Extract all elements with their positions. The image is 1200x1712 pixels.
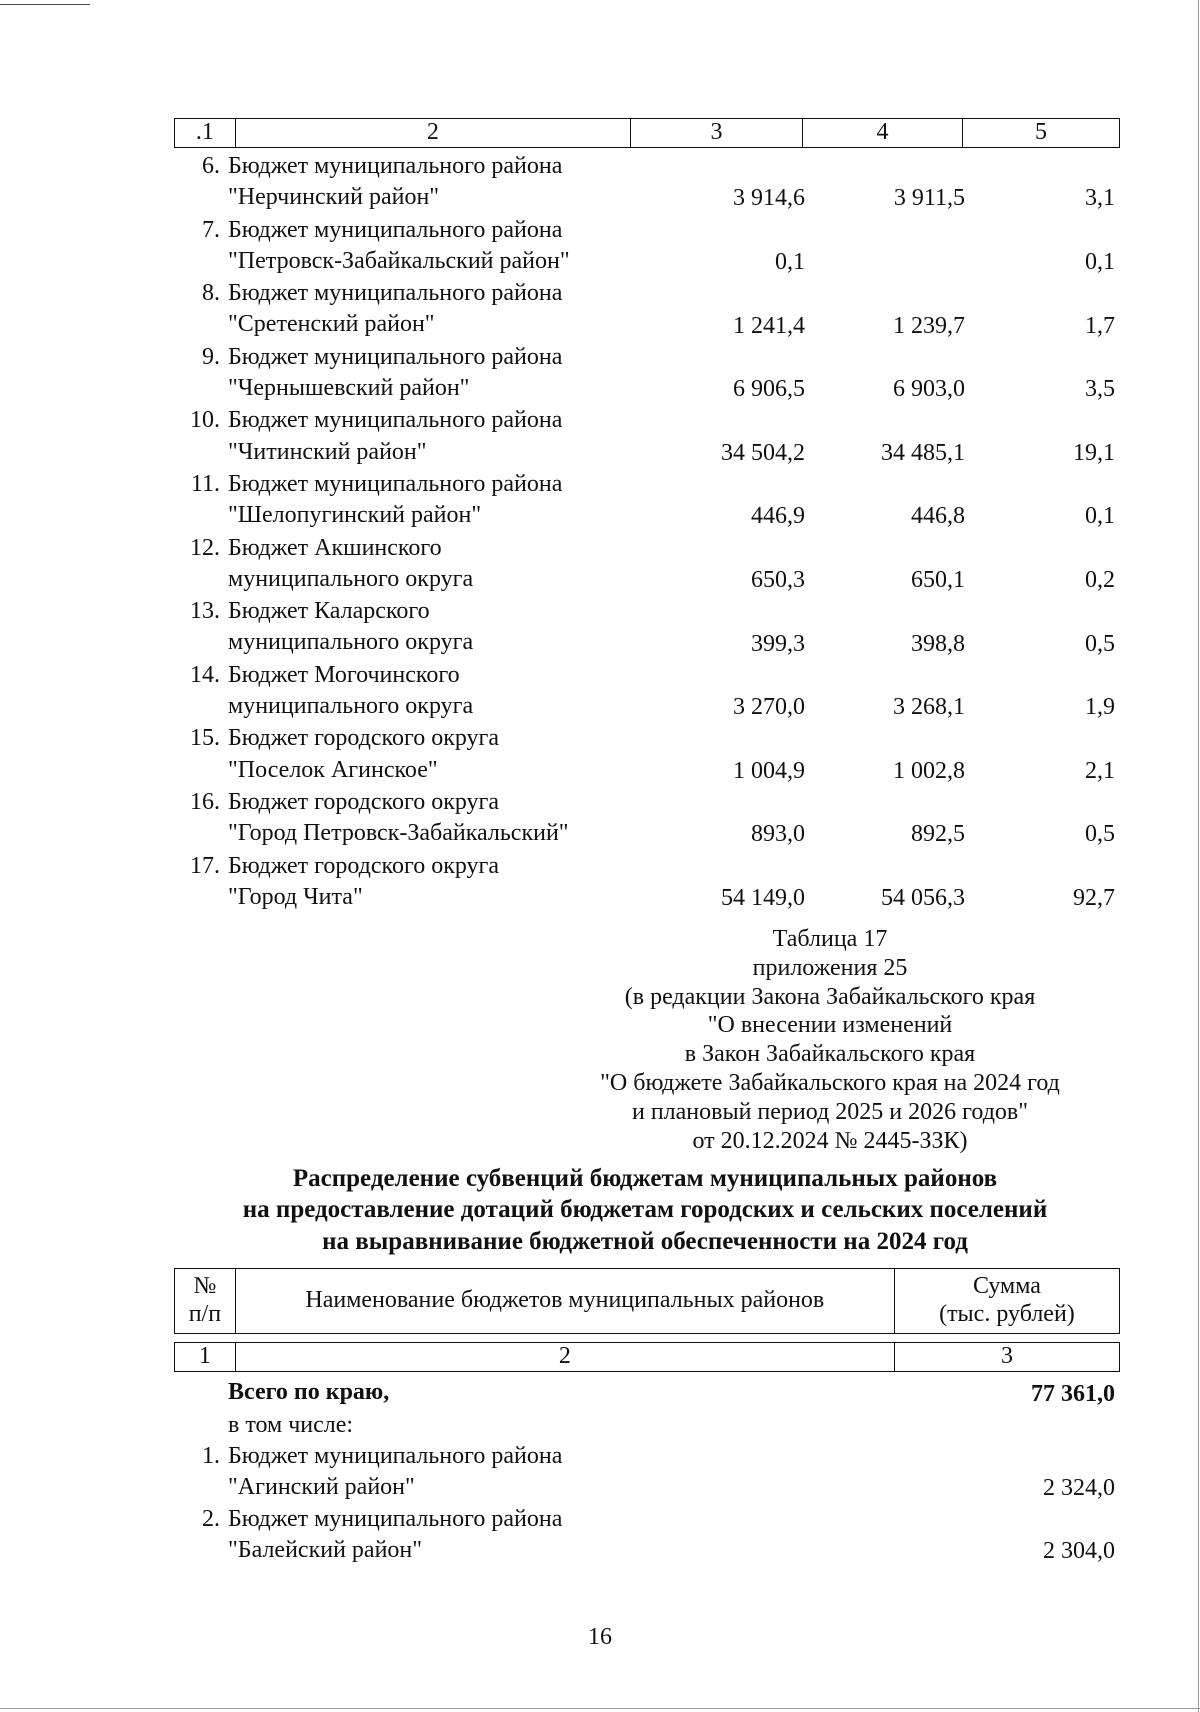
table-row [174,660,1120,724]
table1-body [174,151,1120,914]
table2-colnum-2: 2 [235,1343,894,1372]
value-col3: 399,3 [751,630,805,657]
budget-name: Бюджет муниципального района "Петровск-Забайкальский район" [228,216,570,274]
table2-column-numbers [174,1342,1120,1372]
value-col4: 446,8 [911,503,965,530]
value-col5: 0,1 [1085,249,1115,275]
value-col4: 54 056,3 [881,884,965,911]
header-sum: Сумма (тыс. рублей) [894,1269,1119,1334]
value-col4: 1 002,8 [893,757,965,784]
table2-header [174,1268,1120,1334]
value-col3: 1 241,4 [733,312,805,339]
row-number: 16. [190,788,220,815]
budget-name: Бюджет Каларского муниципального округа [228,598,474,656]
empty-sum [948,1410,1120,1441]
sum-value: 2 304,0 [1043,1537,1115,1564]
table-row [174,405,1120,469]
table2-colnum-1: 1 [175,1343,236,1372]
total-row [174,1377,1120,1410]
table-row [174,1504,1120,1567]
row-number: 17. [190,852,220,879]
table1-colnum-2: 2 [235,119,630,148]
budget-name: Бюджет Акшинского муниципального округа [228,534,474,592]
table-row [174,596,1120,660]
budget-name: Бюджет городского округа "Город Чита" [228,852,500,910]
row-number: 12. [190,534,220,561]
value-col4: 650,1 [911,566,965,593]
value-col5: 92,7 [1073,884,1115,911]
value-col4 [809,215,969,279]
table-title [170,1163,1120,1257]
value-col5: 0,5 [1085,821,1115,848]
budget-name: Бюджет муниципального района "Чернышевский район" [228,343,563,401]
caption-line: Таблица 17 [772,926,888,952]
value-col4: 3 268,1 [893,694,965,721]
table-row [174,1441,1120,1504]
value-col4: 892,5 [911,821,965,848]
budget-name: Бюджет городского округа "Поселок Агинское" [228,725,500,783]
value-col4: 34 485,1 [881,439,965,466]
value-col4: 398,8 [911,630,965,657]
value-col5: 3,1 [1085,185,1115,212]
value-col3: 3 270,0 [733,694,805,721]
value-col3: 1 004,9 [733,757,805,784]
table-row [174,215,1120,279]
caption-line: "О бюджете Забайкальского края на 2024 год [600,1069,1060,1096]
table-row [174,723,1120,787]
value-col5: 1,9 [1085,694,1115,721]
value-col3: 893,0 [751,821,805,848]
table1-colnum-4: 4 [802,119,962,148]
value-col3: 446,9 [751,503,805,530]
value-col5: 3,5 [1085,376,1115,403]
row-number: 6. [202,153,220,179]
row-number: 14. [190,661,220,688]
caption-line: от 20.12.2024 № 2445-ЗЗК) [692,1127,968,1154]
value-col4: 1 239,7 [893,312,965,339]
including-label: в том числе: [228,1412,354,1438]
row-number [174,1377,228,1410]
value-col5: 0,5 [1085,630,1115,657]
value-col4: 3 911,5 [893,185,965,212]
page-number: 16 [588,1624,612,1650]
value-col3: 3 914,6 [733,185,805,212]
table1-colnum-5: 5 [962,119,1119,148]
value-col3: 6 906,5 [733,376,805,403]
budget-name: Бюджет муниципального района "Нерчинский район" [228,153,563,211]
scan-edge-bottom [0,1708,1200,1709]
value-col3: 0,1 [775,249,805,275]
table-row [174,851,1120,915]
including-row [174,1410,1120,1441]
scan-corner-line [0,4,90,5]
budget-name: Бюджет муниципального района "Балейский район" [228,1506,563,1564]
value-col5: 1,7 [1085,312,1115,339]
total-value: 77 361,0 [1031,1380,1115,1407]
value-col5: 2,1 [1085,757,1115,784]
sum-value: 2 324,0 [1043,1474,1115,1501]
value-col3: 54 149,0 [721,884,805,911]
caption-line: и плановый период 2025 и 2026 годов" [631,1098,1029,1125]
table1-colnum-1: .1 [175,119,236,148]
table2-body [174,1377,1120,1567]
total-label: Всего по краю, [228,1379,390,1405]
table-row [174,278,1120,342]
budget-name: Бюджет муниципального района "Агинский район" [228,1443,563,1501]
table-row [174,469,1120,533]
value-col3: 34 504,2 [721,439,805,466]
row-number: 8. [202,280,220,307]
caption-line: "О внесении изменений [707,1012,953,1039]
table-row [174,533,1120,597]
header-number: № п/п [175,1269,236,1334]
table-caption [560,925,1100,1155]
scan-edge-right [1198,0,1199,1712]
title-line: Распределение субвенций бюджетам муниципальных районов [292,1165,998,1192]
budget-name: Бюджет муниципального района "Читинский район" [228,407,563,465]
table-row [174,787,1120,851]
row-number: 9. [202,343,220,370]
value-col5: 19,1 [1073,439,1115,466]
table-row [174,151,1120,215]
caption-line: в Закон Забайкальского края [684,1041,976,1068]
caption-line: приложения 25 [752,954,908,981]
value-col3: 650,3 [751,566,805,593]
row-number: 13. [190,598,220,625]
title-line: на предоставление дотаций бюджетам городских и сельских поселений [242,1196,1048,1224]
table1-column-numbers [174,118,1120,148]
row-number: 15. [190,725,220,752]
value-col4: 6 903,0 [893,376,965,403]
header-name: Наименование бюджетов муниципальных районов [235,1269,894,1334]
caption-line: (в редакции Закона Забайкальского края [624,983,1036,1010]
value-col5: 0,2 [1085,566,1115,593]
row-number: 10. [190,407,220,434]
value-col5: 0,1 [1085,503,1115,530]
budget-name: Бюджет Могочинского муниципального округа [228,661,474,719]
row-number: 11. [190,470,220,497]
title-line: на выравнивание бюджетной обеспеченности на 2024 год [322,1227,968,1255]
budget-name: Бюджет муниципального района "Сретенский район" [228,280,563,338]
budget-name: Бюджет городского округа "Город Петровск-Забайкальский" [228,788,569,847]
table1-colnum-3: 3 [631,119,803,148]
row-number: 2. [202,1506,220,1532]
row-number: 7. [202,216,220,243]
budget-name: Бюджет муниципального района "Шелопугинский район" [228,470,563,529]
table-row [174,342,1120,406]
row-number [174,1410,228,1441]
table2-colnum-3: 3 [894,1343,1119,1372]
row-number: 1. [202,1443,220,1469]
